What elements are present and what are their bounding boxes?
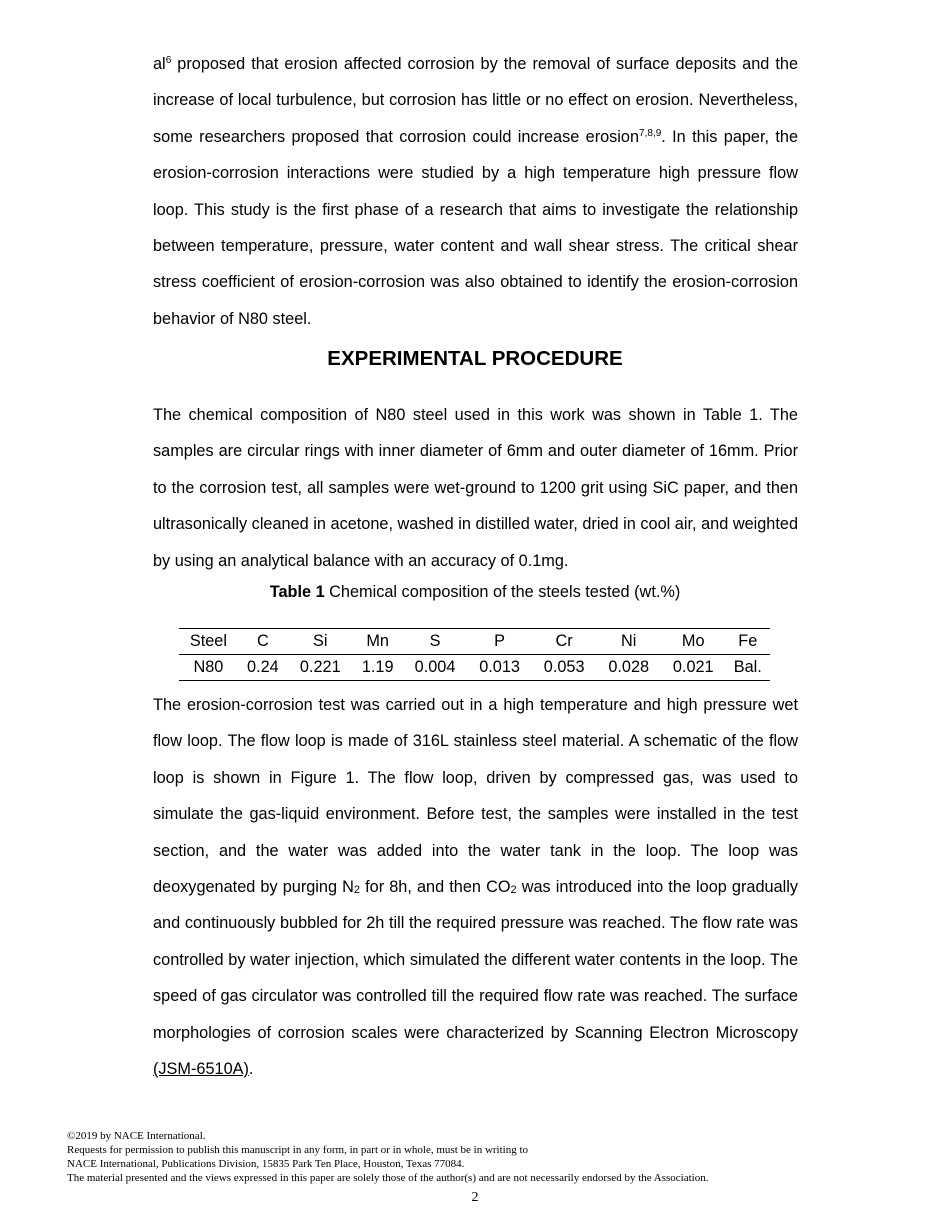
paragraph-intro bbox=[153, 46, 798, 337]
paragraph-test-method bbox=[153, 687, 798, 1087]
para1-text-b: proposed that erosion affected corrosion by the removal of surface deposits and the increase of local turbulence, but corrosion has little or no effect on erosion. Nevertheless, some researchers proposed that corrosion could increase erosion bbox=[153, 55, 798, 146]
para1-text-c: . In this paper, the erosion-corrosion interactions were studied by a high temperature high pressure flow loop. This study is the first phase of a research that aims to investigate the relationship between temperature, pressure, water content and wall shear stress. The critical shear stress coefficient of erosion-corrosion was also obtained to identify the erosion-corrosion behavior of N80 steel. bbox=[153, 127, 799, 328]
table-cell: 0.004 bbox=[414, 658, 456, 676]
page-number: 2 bbox=[471, 1190, 479, 1205]
table-header-cell: Steel bbox=[189, 632, 227, 650]
footer-line: NACE International, Publications Division, 15835 Park Ten Place, Houston, Texas 77084. bbox=[67, 1158, 465, 1170]
table-cell: 1.19 bbox=[361, 658, 394, 676]
table-header-cell: Cr bbox=[555, 632, 573, 650]
para3-text-d: . bbox=[248, 1060, 254, 1079]
composition-table bbox=[179, 628, 770, 681]
table-caption-label: Table 1 bbox=[269, 583, 325, 601]
instrument-model: (JSM-6510A) bbox=[153, 1060, 249, 1079]
subscript: 2 bbox=[353, 884, 361, 897]
table-header-cell: C bbox=[257, 632, 269, 650]
subscript: 2 bbox=[510, 884, 517, 897]
para3-text-a: The erosion-corrosion test was carried out in a high temperature and high pressure wet flow loop. The flow loop is made of 316L stainless steel material. A schematic of the flow loop is shown in Figure 1. The flow loop, driven by compressed gas, was used to simulate the gas-liquid environment. Before test, the samples were installed in the test section, and the water was added into the water tank in the loop. The loop was deoxygenated by purging N bbox=[153, 696, 798, 897]
table-cell: N80 bbox=[193, 658, 224, 676]
table-row bbox=[179, 655, 770, 681]
para3-text-b: for 8h, and then CO bbox=[360, 878, 511, 897]
table-caption-text: Chemical composition of the steels tested (wt.%) bbox=[324, 583, 681, 601]
table-cell: Bal. bbox=[733, 658, 762, 676]
citation-ref: 7,8,9 bbox=[639, 127, 662, 139]
table-header-row bbox=[179, 629, 770, 655]
para3-text-c: was introduced into the loop gradually and continuously bubbled for 2h till the required pressure was reached. The flow rate was controlled by water injection, which simulated the different water contents in the loop. The speed of gas circulator was controlled till the required flow rate was reached. The surface morphologies of corrosion scales were characterized by Scanning Electron Microscopy bbox=[153, 878, 799, 1042]
table-header-cell: Si bbox=[313, 632, 328, 650]
table-cell: 0.221 bbox=[299, 658, 341, 676]
table-header-cell: Fe bbox=[738, 632, 758, 650]
table-cell: 0.021 bbox=[672, 658, 714, 676]
table-header-cell: Mn bbox=[366, 632, 389, 650]
table-cell: 0.028 bbox=[608, 658, 650, 676]
table-cell: 0.013 bbox=[479, 658, 520, 676]
footer-line: Requests for permission to publish this manuscript in any form, in part or in whole, must be in writing to bbox=[67, 1144, 529, 1156]
footer-line: ©2019 by NACE International. bbox=[67, 1130, 206, 1142]
para1-text-a: al bbox=[153, 55, 166, 73]
copyright-footer bbox=[67, 1129, 708, 1185]
table-header-cell: Mo bbox=[681, 632, 705, 650]
paragraph-sample-prep: The chemical composition of N80 steel used in this work was shown in Table 1. The samples are circular rings with inner diameter of 6mm and outer diameter of 16mm. Prior to the corrosion test, all samples were wet-ground to 1200 grit using SiC paper, and then ultrasonically cleaned in acetone, washed in distilled water, dried in cool air, and weighted by using an analytical balance with an accuracy of 0.1mg. bbox=[153, 406, 798, 570]
table-cell: 0.053 bbox=[543, 658, 585, 676]
table-caption bbox=[0, 583, 950, 602]
table-cell: 0.24 bbox=[247, 658, 279, 676]
citation-ref: 6 bbox=[165, 55, 172, 66]
table-header-cell: P bbox=[494, 632, 506, 650]
table-header-cell: Ni bbox=[621, 632, 637, 650]
footer-line: The material presented and the views expressed in this paper are solely those of the author(s) and are not necessarily endorsed by the Association. bbox=[67, 1172, 709, 1184]
table-header-cell: S bbox=[429, 632, 441, 650]
section-heading: EXPERIMENTAL PROCEDURE bbox=[327, 347, 623, 370]
